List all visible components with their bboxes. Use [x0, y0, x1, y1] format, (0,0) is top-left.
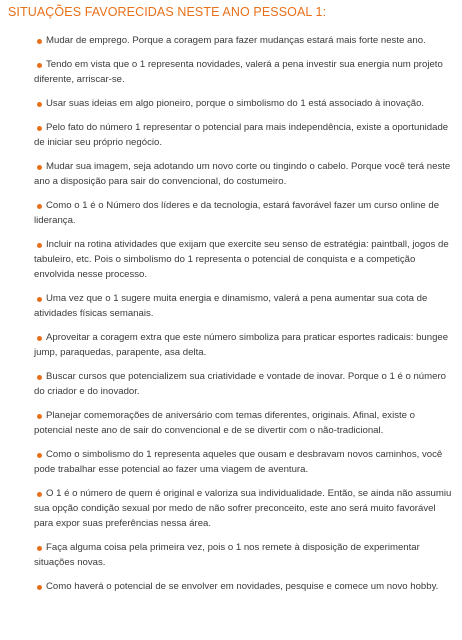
list-item-text: Incluir na rotina atividades que exijam que exercite seu senso de estratégia: paintball, jogos de tabuleiro, etc. Pois o simbolismo do 1 representa o potencial de conquista e a competição envolvida nesse processo.	[34, 239, 449, 280]
list-item	[8, 291, 452, 321]
bullet-icon	[37, 39, 42, 44]
list-item	[8, 159, 452, 189]
list-item	[8, 540, 452, 570]
section-heading: SITUAÇÕES FAVORECIDAS NESTE ANO PESSOAL 1:	[8, 5, 327, 19]
list-item	[8, 57, 452, 87]
list-item-text: Usar suas ideias em algo pioneiro, porque o simbolismo do 1 está associado à inovação.	[46, 98, 425, 109]
list-item-text: Uma vez que o 1 sugere muita energia e dinamismo, valerá a pena aumentar sua cota de atividades físicas semanais.	[34, 293, 428, 319]
list-item-text: Pelo fato do número 1 representar o potencial para mais independência, existe a oportunidade de iniciar seu próprio negócio.	[34, 122, 449, 148]
list-item-text: Buscar cursos que potencializem sua criatividade e vontade de inovar. Porque o 1 é o número do criador e do inovador.	[34, 371, 446, 397]
bullet-icon	[37, 102, 42, 107]
list-item-text: Como o 1 é o Número dos líderes e da tecnologia, estará favorável fazer um curso online de liderança.	[34, 200, 440, 226]
list-item	[8, 33, 452, 48]
bullet-icon	[37, 453, 42, 458]
bullet-icon	[37, 585, 42, 590]
bullet-icon	[37, 546, 42, 551]
list-item	[8, 237, 452, 282]
list-item	[8, 330, 452, 360]
list-item-text: Mudar sua imagem, seja adotando um novo corte ou tingindo o cabelo. Porque você terá neste ano a disposição para sair do convencional, do costumeiro.	[34, 161, 451, 187]
list-item-text: O 1 é o número de quem é original e valoriza sua individualidade. Então, se ainda não assumiu sua opção condição sexual por medo de não sofrer preconceito, este ano será muito favorável para expor suas preferências nessa área.	[34, 488, 452, 529]
list-item	[8, 579, 452, 594]
list-item-text: Como o simbolismo do 1 representa aqueles que ousam e desbravam novos caminhos, você pode trabalhar esse potencial ao fazer uma viagem de aventura.	[34, 449, 443, 475]
bullet-icon	[37, 165, 42, 170]
bullet-icon	[37, 243, 42, 248]
bullet-list	[8, 33, 452, 594]
list-item	[8, 120, 452, 150]
list-item	[8, 447, 452, 477]
bullet-icon	[37, 204, 42, 209]
list-item-text: Planejar comemorações de aniversário com temas diferentes, originais. Afinal, existe o potencial neste ano de sair do convencional e de se divertir com o não-tradicional.	[34, 410, 416, 436]
bullet-icon	[37, 414, 42, 419]
list-item-text: Mudar de emprego. Porque a coragem para fazer mudanças estará mais forte neste ano.	[46, 35, 426, 46]
list-item	[8, 369, 452, 399]
list-item	[8, 96, 452, 111]
bullet-icon	[37, 126, 42, 131]
bullet-icon	[37, 63, 42, 68]
list-item	[8, 198, 452, 228]
bullet-icon	[37, 297, 42, 302]
list-item-text: Faça alguma coisa pela primeira vez, pois o 1 nos remete à disposição de experimentar situações novas.	[34, 542, 420, 568]
bullet-icon	[37, 336, 42, 341]
list-item-text: Tendo em vista que o 1 representa novidades, valerá a pena investir sua energia num projeto diferente, arriscar-se.	[34, 59, 443, 85]
list-item	[8, 408, 452, 438]
list-item-text: Aproveitar a coragem extra que este número simboliza para praticar esportes radicais: bungee jump, paraquedas, parapente, asa delta.	[34, 332, 449, 358]
list-item-text: Como haverá o potencial de se envolver em novidades, pesquise e comece um novo hobby.	[46, 581, 439, 592]
list-item	[8, 486, 452, 531]
bullet-icon	[37, 492, 42, 497]
bullet-icon	[37, 375, 42, 380]
